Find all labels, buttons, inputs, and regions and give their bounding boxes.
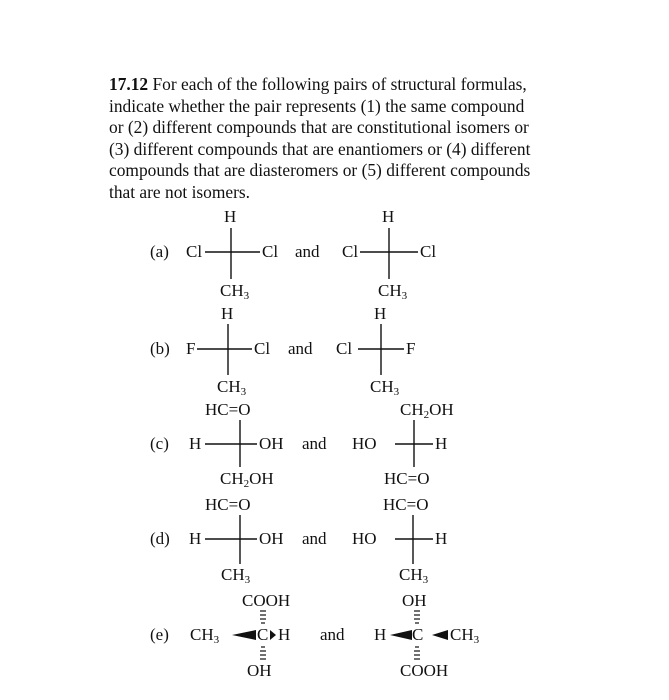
d-right-right: H — [435, 529, 448, 548]
e-left-right: H — [278, 625, 291, 644]
pair-label-c: (c) — [150, 434, 169, 453]
problem-text-line: or (2) different compounds that are constitutional isomers or — [109, 117, 529, 137]
c-and: and — [302, 434, 327, 453]
d-left-left: H — [189, 529, 202, 548]
problem-text-line: that are not isomers. — [109, 181, 251, 202]
d-right-left: HO — [352, 529, 377, 548]
a-right-right: Cl — [420, 242, 437, 261]
e-right-bottom: COOH — [400, 661, 449, 680]
b-right-left: Cl — [336, 339, 353, 358]
b-left-left: F — [186, 339, 196, 358]
e-right-left: H — [374, 625, 387, 644]
b-left-top: H — [221, 304, 234, 323]
problem-text — [109, 74, 589, 203]
b-left-bottom: $CH_3$ — [217, 377, 247, 398]
c-left-top: HC=O — [205, 400, 251, 419]
a-and: and — [295, 242, 320, 261]
a-right-left: Cl — [342, 242, 359, 261]
e-left-left: $CH_3$ — [190, 625, 220, 646]
a-left-right: Cl — [262, 242, 279, 261]
problem-number: 17.12 — [109, 74, 149, 94]
c-left-bottom: $CH_2OH$ — [220, 469, 274, 490]
e-right-center: C — [412, 625, 424, 644]
c-left-left: H — [189, 434, 202, 453]
e-right-top: OH — [402, 591, 427, 610]
d-left-top: HC=O — [205, 495, 251, 514]
wedge-bond — [390, 630, 412, 640]
e-left-bottom: OH — [247, 661, 272, 680]
pair-label-b: (b) — [150, 339, 170, 358]
c-right-left: HO — [352, 434, 377, 453]
pair-label-e: (e) — [150, 625, 169, 644]
wedge-bond — [232, 630, 256, 640]
a-left-left: Cl — [186, 242, 203, 261]
a-left-top: H — [224, 207, 237, 226]
e-and: and — [320, 625, 345, 644]
b-right-right: F — [406, 339, 416, 358]
c-left-right: OH — [259, 434, 284, 453]
b-and: and — [288, 339, 313, 358]
c-right-right: H — [435, 434, 448, 453]
problem-text-line: (3) different compounds that are enantiomers or (4) different — [109, 138, 531, 159]
wedge-bond — [432, 630, 448, 640]
c-right-top: $CH_2OH$ — [400, 400, 454, 421]
problem-text-line: compounds that are diasteromers or (5) different compounds — [109, 160, 531, 180]
a-left-bottom: $CH_3$ — [220, 281, 250, 302]
d-left-bottom: $CH_3$ — [221, 565, 251, 586]
a-right-bottom: $CH_3$ — [378, 281, 408, 302]
b-right-bottom: $CH_3$ — [370, 377, 400, 398]
d-and: and — [302, 529, 327, 548]
b-right-top: H — [374, 304, 387, 323]
d-left-right: OH — [259, 529, 284, 548]
wedge-bond — [270, 630, 276, 640]
b-left-right: Cl — [254, 339, 271, 358]
pair-label-a: (a) — [150, 242, 169, 261]
c-right-bottom: HC=O — [384, 469, 430, 488]
problem-line-1 — [109, 74, 589, 96]
a-right-top: H — [382, 207, 395, 226]
pair-label-d: (d) — [150, 529, 170, 548]
e-left-center: C — [257, 625, 269, 644]
d-right-bottom: $CH_3$ — [399, 565, 429, 586]
e-right-right: $CH_3$ — [450, 625, 480, 646]
problem-text-line: For each of the following pairs of structural formulas, — [152, 74, 527, 94]
d-right-top: HC=O — [383, 495, 429, 514]
problem-text-line: indicate whether the pair represents (1) the same compound — [109, 95, 525, 116]
e-left-top: COOH — [242, 591, 291, 610]
